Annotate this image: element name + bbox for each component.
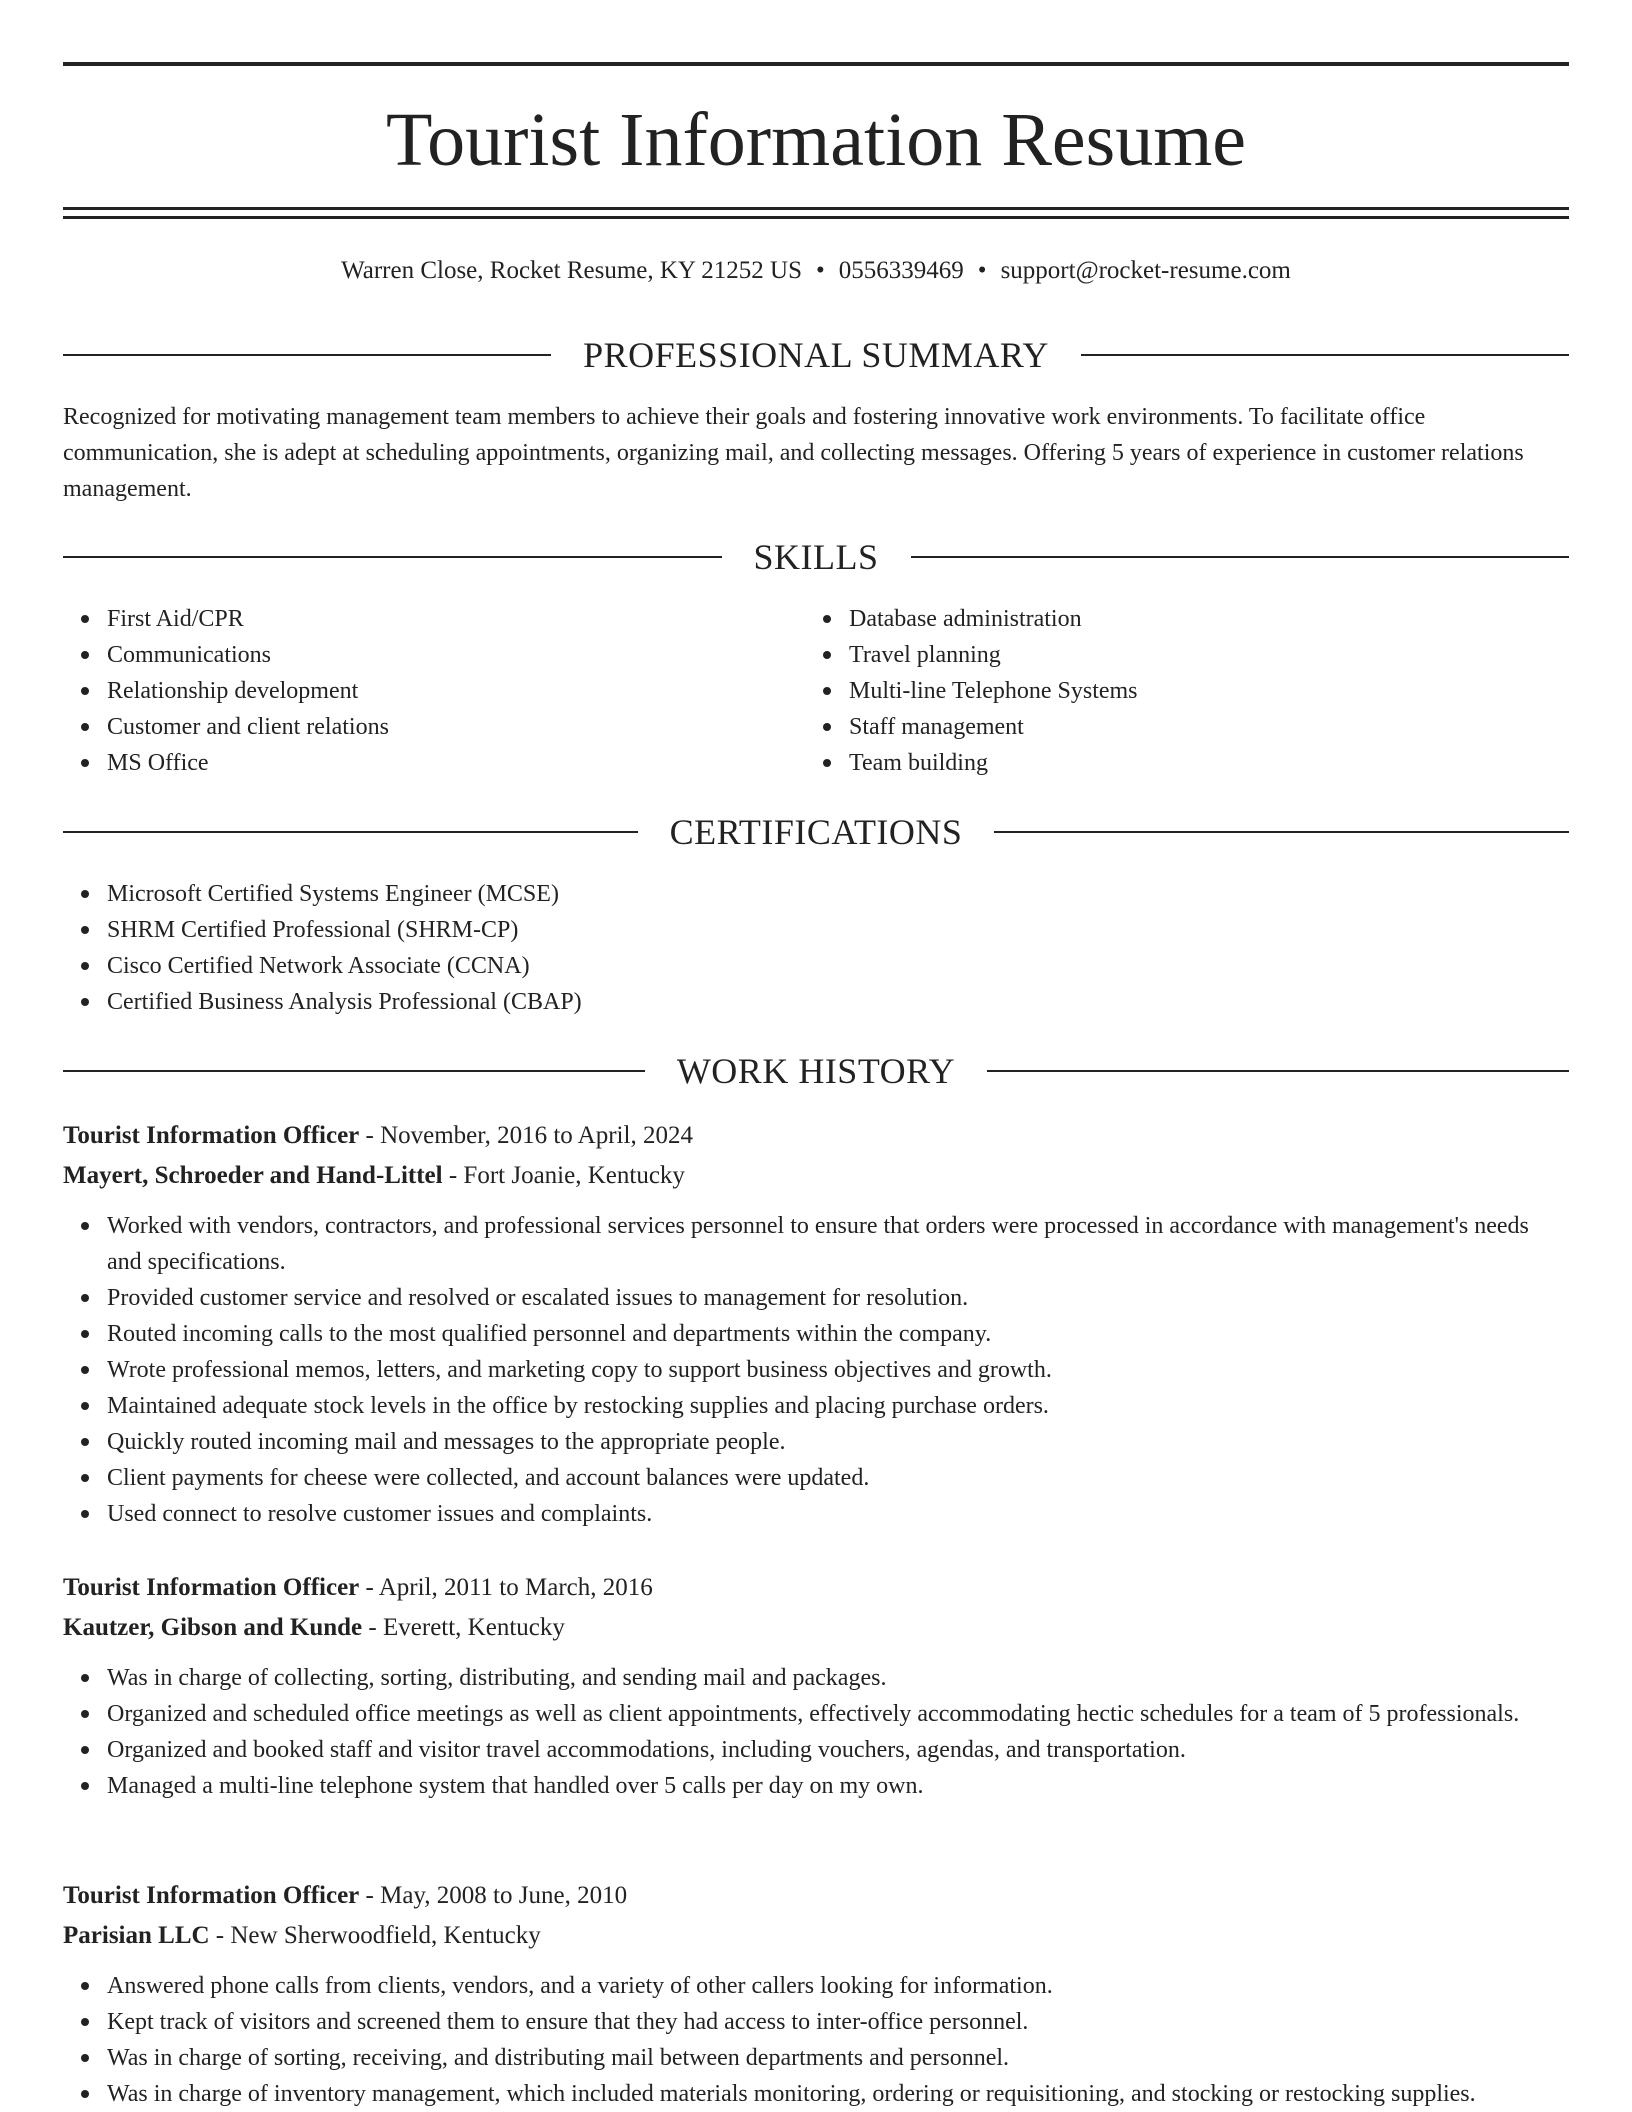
job-title-line [63,1876,1569,1916]
section-rule-left [63,1070,645,1072]
skill-item: Customer and client relations [107,709,763,745]
job-company-line [63,1156,1569,1196]
section-title-work-history: WORK HISTORY [676,1051,956,1091]
skills-list-right [805,601,1505,781]
job-title-line [63,1568,1569,1608]
contact-separator: • [977,257,987,284]
job-bullet: Was in charge of sorting, receiving, and distributing mail between departments and personnel. [107,2040,1569,2076]
section-rule-left [63,354,551,356]
job-bullet: Provided customer service and resolved or escalated issues to management for resolution. [107,1280,1569,1316]
section-rule-right [994,831,1569,833]
job-bullet: Wrote professional memos, letters, and marketing copy to support business objectives and growth. [107,1352,1569,1388]
job-bullet: Kept track of visitors and screened them to ensure that they had access to inter-office personnel. [107,2004,1569,2040]
contact-phone: 0556339469 [838,257,964,284]
skill-item: Database administration [849,601,1505,637]
skill-item: Travel planning [849,637,1505,673]
job-bullet: Was in charge of collecting, sorting, distributing, and sending mail and packages. [107,1660,1569,1696]
job-bullets [63,1968,1569,2112]
job-bullet: Managed a multi-line telephone system that handled over 5 calls per day on my own. [107,1768,1569,1804]
certification-item: Microsoft Certified Systems Engineer (MCSE) [107,876,1463,912]
job-company: Parisian LLC [63,1922,210,1949]
certification-item: Certified Business Analysis Professional (CBAP) [107,984,1463,1020]
skill-item: Relationship development [107,673,763,709]
job-bullet: Maintained adequate stock levels in the office by restocking supplies and placing purchase orders. [107,1388,1569,1424]
job-bullet: Used connect to resolve customer issues and complaints. [107,1496,1569,1532]
top-rule [63,62,1569,66]
job-bullets [63,1208,1569,1532]
skill-item: MS Office [107,745,763,781]
job-dates: - November, 2016 to April, 2024 [359,1122,693,1149]
section-header-summary [63,333,1569,377]
job-bullet: Organized and booked staff and visitor travel accommodations, including vouchers, agendas, and transportation. [107,1732,1569,1768]
skill-item: First Aid/CPR [107,601,763,637]
job-location: - Fort Joanie, Kentucky [442,1162,685,1189]
job-dates: - May, 2008 to June, 2010 [359,1882,628,1909]
job-dates: - April, 2011 to March, 2016 [359,1574,653,1601]
job-company-line [63,1608,1569,1648]
section-title-summary: PROFESSIONAL SUMMARY [583,335,1049,375]
contact-email[interactable]: support@rocket-resume.com [1000,257,1291,284]
skill-item: Multi-line Telephone Systems [849,673,1505,709]
job-company-line [63,1916,1569,1956]
job-bullet: Client payments for cheese were collected, and account balances were updated. [107,1460,1569,1496]
section-rule-right [1081,354,1569,356]
job-title: Tourist Information Officer [63,1122,360,1149]
contact-separator: • [816,257,825,284]
job-location: - Everett, Kentucky [362,1614,565,1641]
certification-item: SHRM Certified Professional (SHRM-CP) [107,912,1463,948]
section-rule-left [63,831,638,833]
section-title-skills: SKILLS [753,537,879,577]
job-bullet: Routed incoming calls to the most qualified personnel and departments within the company. [107,1316,1569,1352]
job-bullet: Worked with vendors, contractors, and professional services personnel to ensure that orders were processed in accordance with management's needs and specifications. [107,1208,1569,1280]
summary-text: Recognized for motivating management team members to achieve their goals and fostering innovative work environments. To facilitate office communication, she is adept at scheduling appointments, organizing mail, and collecting messages. Offering 5 years of experience in customer relations management. [63,404,1524,502]
job-bullet: Organized and scheduled office meetings as well as client appointments, effectively accommodating hectic schedules for a team of 5 professionals. [107,1696,1569,1732]
section-rule-left [63,556,722,558]
job-company: Kautzer, Gibson and Kunde [63,1614,363,1641]
section-header-certifications [63,810,1569,854]
job-entry [63,1568,1569,1804]
skill-item: Communications [107,637,763,673]
job-entry [63,1876,1569,2112]
resume-title: Tourist Information Resume [385,98,1247,182]
job-title-line [63,1116,1569,1156]
skill-item: Staff management [849,709,1505,745]
skill-item: Team building [849,745,1505,781]
skills-list-left [63,601,763,781]
section-rule-right [987,1070,1569,1072]
job-title: Tourist Information Officer [63,1574,360,1601]
certification-item: Cisco Certified Network Associate (CCNA) [107,948,1463,984]
job-bullet: Quickly routed incoming mail and messages to the appropriate people. [107,1424,1569,1460]
job-bullets [63,1660,1569,1804]
contact-address: Warren Close, Rocket Resume, KY 21252 US [341,257,803,284]
contact-line [63,254,1569,288]
certifications-list [63,876,1463,1020]
title-double-rule [63,207,1569,219]
job-bullet: Was in charge of inventory management, which included materials monitoring, ordering or requisitioning, and stocking or restocking supplies. [107,2076,1569,2112]
section-title-certifications: CERTIFICATIONS [669,812,963,852]
job-company: Mayert, Schroeder and Hand-Littel [63,1162,443,1189]
job-location: - New Sherwoodfield, Kentucky [209,1922,541,1949]
section-header-work-history [63,1049,1569,1093]
job-title: Tourist Information Officer [63,1882,360,1909]
job-entry [63,1116,1569,1532]
section-header-skills [63,535,1569,579]
section-rule-right [911,556,1570,558]
job-bullet: Answered phone calls from clients, vendors, and a variety of other callers looking for information. [107,1968,1569,2004]
